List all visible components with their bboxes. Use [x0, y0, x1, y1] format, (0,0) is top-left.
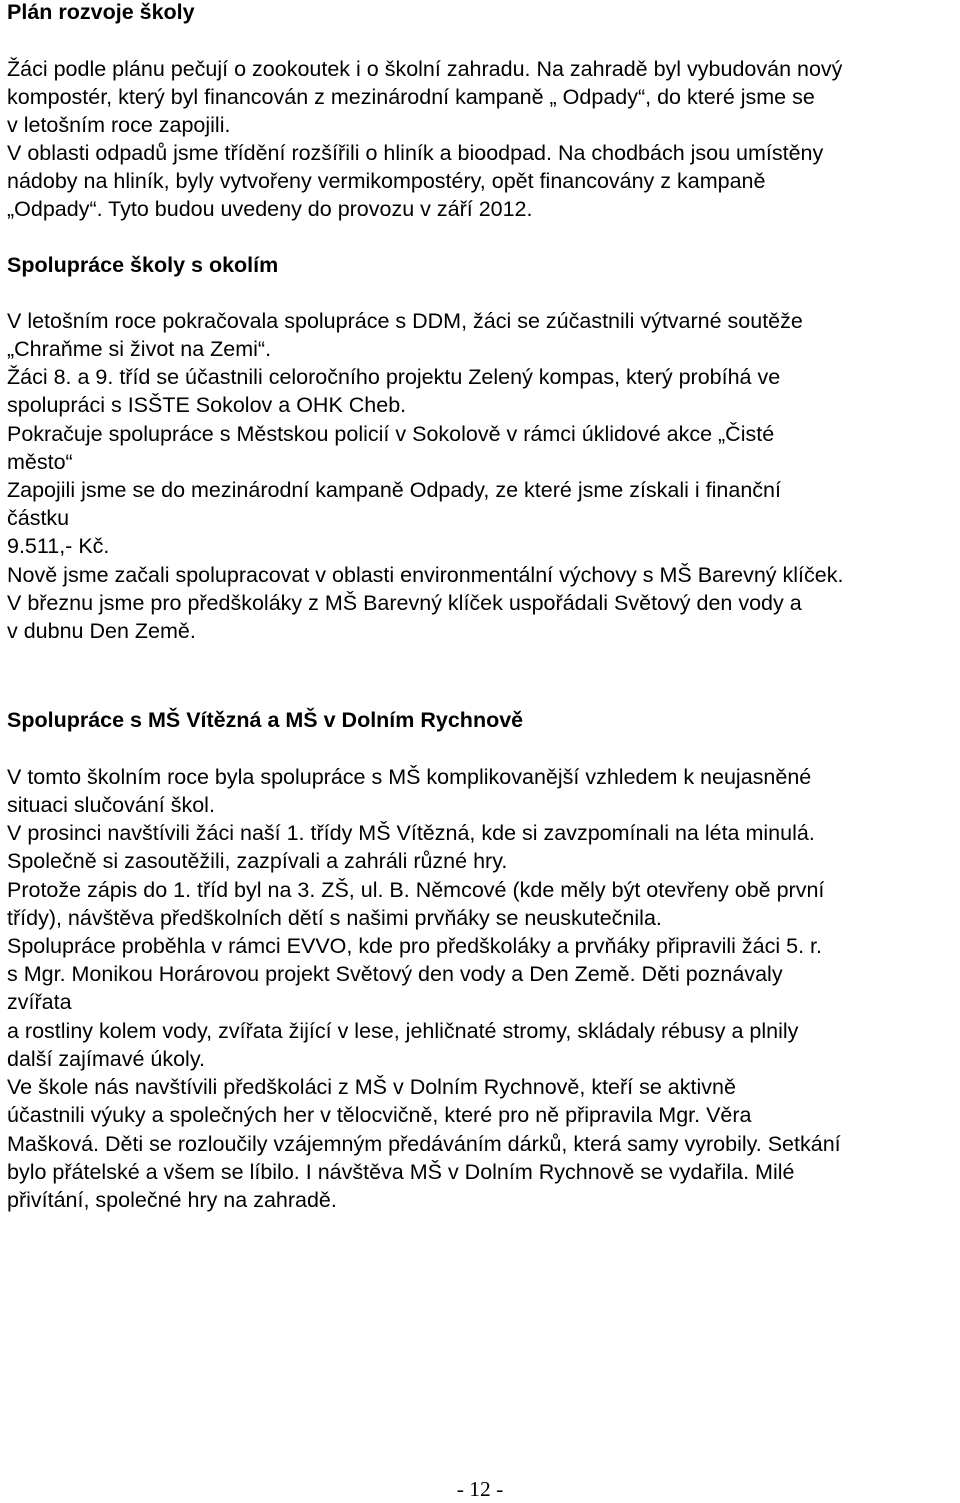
paragraph-line: V prosinci navštívili žáci naší 1. třídy MŠ Vítězná, kde si zavzpomínali na léta minulá. — [7, 821, 815, 845]
paragraph-line: „Chraňme si život na Zemi“. — [7, 337, 272, 361]
paragraph-line: Protože zápis do 1. tříd byl na 3. ZŠ, ul. B. Němcové (kde měly být otevřeny obě první — [7, 878, 825, 902]
paragraph-line: Nově jsme začali spolupracovat v oblasti environmentální výchovy s MŠ Barevný klíček. — [7, 563, 844, 587]
paragraph-line: V oblasti odpadů jsme třídění rozšířili o hliník a bioodpad. Na chodbách jsou umístěny — [7, 141, 824, 165]
paragraph-line: Společně si zasoutěžili, zazpívali a zahráli různé hry. — [7, 849, 508, 873]
paragraph-line: Pokračuje spolupráce s Městskou policií v Sokolově v rámci úklidové akce „Čisté — [7, 422, 775, 446]
paragraph-line: V březnu jsme pro předškoláky z MŠ Barevný klíček uspořádali Světový den vody a — [7, 591, 802, 615]
paragraph-line: v letošním roce zapojili. — [7, 113, 231, 137]
paragraph-line: Žáci podle plánu pečují o zookoutek i o školní zahradu. Na zahradě byl vybudován nový — [7, 57, 843, 81]
paragraph-line: další zajímavé úkoly. — [7, 1047, 205, 1071]
paragraph-line: město“ — [7, 450, 73, 474]
paragraph-line: spolupráci s ISŠTE Sokolov a OHK Cheb. — [7, 393, 407, 417]
paragraph-line: a rostliny kolem vody, zvířata žijící v lese, jehličnaté stromy, skládaly rébusy a plnily — [7, 1019, 799, 1043]
paragraph-line: částku — [7, 506, 70, 530]
paragraph-line: situaci slučování škol. — [7, 793, 215, 817]
paragraph-line: „Odpady“. Tyto budou uvedeny do provozu v září 2012. — [7, 197, 533, 221]
paragraph-line: účastnili výuky a společných her v tělocvičně, které pro ně připravila Mgr. Věra — [7, 1103, 752, 1127]
heading-spoluprace-skoly: Spolupráce školy s okolím — [7, 253, 279, 277]
paragraph-line: nádoby na hliník, byly vytvořeny vermikompostéry, opět financovány z kampaně — [7, 169, 766, 193]
paragraph-line: kompostér, který byl financován z mezinárodní kampaně „ Odpady“, do které jsme se — [7, 85, 815, 109]
paragraph-line: přivítání, společné hry na zahradě. — [7, 1188, 337, 1212]
paragraph-line: v dubnu Den Země. — [7, 619, 196, 643]
paragraph-line: bylo přátelské a všem se líbilo. I návštěva MŠ v Dolním Rychnově se vydařila. Milé — [7, 1160, 795, 1184]
paragraph-line: Zapojili jsme se do mezinárodní kampaně Odpady, ze které jsme získali i finanční — [7, 478, 781, 502]
paragraph-line: s Mgr. Monikou Horárovou projekt Světový den vody a Den Země. Děti poznávaly — [7, 962, 783, 986]
heading-plan-rozvoje: Plán rozvoje školy — [7, 0, 195, 24]
paragraph-line: V letošním roce pokračovala spolupráce s DDM, žáci se zúčastnili výtvarné soutěže — [7, 309, 803, 333]
paragraph-line: třídy), návštěva předškolních dětí s našimi prvňáky se neuskutečnila. — [7, 906, 662, 930]
paragraph-line: Ve škole nás navštívili předškoláci z MŠ v Dolním Rychnově, kteří se aktivně — [7, 1075, 736, 1099]
page-number: - 12 - — [456, 1477, 504, 1501]
paragraph-line: V tomto školním roce byla spolupráce s MŠ komplikovanější vzhledem k neujasněné — [7, 765, 812, 789]
paragraph-line: zvířata — [7, 990, 72, 1014]
paragraph-line: Žáci 8. a 9. tříd se účastnili celoročního projektu Zelený kompas, který probíhá ve — [7, 365, 781, 389]
paragraph-line: Spolupráce proběhla v rámci EVVO, kde pro předškoláky a prvňáky připravili žáci 5. r. — [7, 934, 822, 958]
paragraph-line: Mašková. Děti se rozloučily vzájemným předáváním dárků, která samy vyrobily. Setkání — [7, 1132, 841, 1156]
heading-spoluprace-ms: Spolupráce s MŠ Vítězná a MŠ v Dolním Rychnově — [7, 708, 524, 732]
paragraph-line: 9.511,- Kč. — [7, 534, 110, 558]
